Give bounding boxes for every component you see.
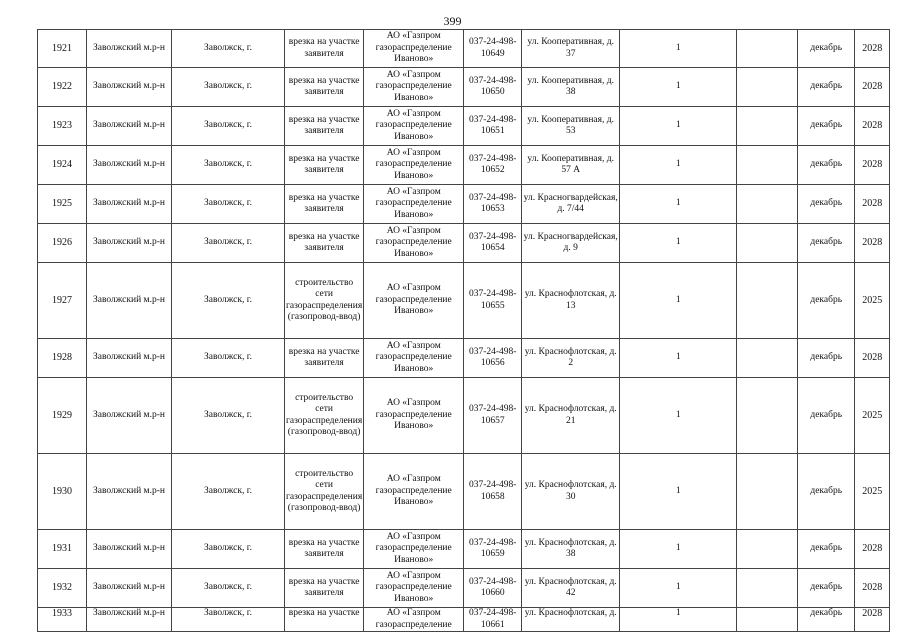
- year-cell: 2025: [855, 263, 890, 339]
- district-cell: Заволжский м.р-н: [87, 608, 172, 632]
- address-cell: ул. Краснофлотская, д. 38: [522, 530, 620, 569]
- row-number: 1933: [38, 608, 87, 632]
- empty-cell: [737, 68, 798, 107]
- district-cell: Заволжский м.р-н: [87, 30, 172, 68]
- table-row: [38, 263, 890, 339]
- locality-cell: Заволжск, г.: [172, 608, 285, 632]
- month-cell: декабрь: [798, 454, 855, 530]
- work-type-cell: строительство сети газораспределения (газопровод-ввод): [285, 454, 364, 530]
- year-cell: 2028: [855, 339, 890, 378]
- registry-code-cell: 037-24-498-10651: [464, 107, 522, 146]
- empty-cell: [737, 146, 798, 185]
- district-cell: Заволжский м.р-н: [87, 224, 172, 263]
- organization-cell: АО «Газпром газораспределение Иваново»: [364, 107, 464, 146]
- organization-cell: АО «Газпром газораспределение Иваново»: [364, 185, 464, 224]
- quantity-cell: 1: [620, 263, 737, 339]
- quantity-cell: 1: [620, 107, 737, 146]
- quantity-cell: 1: [620, 530, 737, 569]
- row-number: 1931: [38, 530, 87, 569]
- quantity-cell: 1: [620, 146, 737, 185]
- quantity-cell: 1: [620, 454, 737, 530]
- organization-cell: АО «Газпром газораспределение Иваново»: [364, 569, 464, 608]
- year-cell: 2028: [855, 146, 890, 185]
- district-cell: Заволжский м.р-н: [87, 339, 172, 378]
- address-cell: ул. Красногвардейская, д. 7/44: [522, 185, 620, 224]
- work-type-cell: врезка на участке заявителя: [285, 30, 364, 68]
- empty-cell: [737, 30, 798, 68]
- district-cell: Заволжский м.р-н: [87, 68, 172, 107]
- table-row: [38, 224, 890, 263]
- address-cell: ул. Краснофлотская, д.: [522, 608, 620, 632]
- address-cell: ул. Кооперативная, д. 38: [522, 68, 620, 107]
- month-cell: декабрь: [798, 378, 855, 454]
- row-number: 1922: [38, 68, 87, 107]
- table-row: [38, 454, 890, 530]
- registry-table: [37, 29, 890, 632]
- address-cell: ул. Краснофлотская, д. 13: [522, 263, 620, 339]
- address-cell: ул. Краснофлотская, д. 30: [522, 454, 620, 530]
- locality-cell: Заволжск, г.: [172, 454, 285, 530]
- row-number: 1928: [38, 339, 87, 378]
- page-number: 399: [443, 14, 462, 28]
- month-cell: декабрь: [798, 185, 855, 224]
- work-type-cell: врезка на участке заявителя: [285, 107, 364, 146]
- registry-code-cell: 037-24-498-10656: [464, 339, 522, 378]
- district-cell: Заволжский м.р-н: [87, 530, 172, 569]
- district-cell: Заволжский м.р-н: [87, 454, 172, 530]
- locality-cell: Заволжск, г.: [172, 569, 285, 608]
- organization-cell: АО «Газпром газораспределение Иваново»: [364, 530, 464, 569]
- locality-cell: Заволжск, г.: [172, 224, 285, 263]
- locality-cell: Заволжск, г.: [172, 263, 285, 339]
- month-cell: декабрь: [798, 224, 855, 263]
- registry-code-cell: 037-24-498-10654: [464, 224, 522, 263]
- year-cell: 2028: [855, 107, 890, 146]
- registry-code-cell: 037-24-498-10655: [464, 263, 522, 339]
- organization-cell: АО «Газпром газораспределение Иваново»: [364, 68, 464, 107]
- month-cell: декабрь: [798, 107, 855, 146]
- month-cell: декабрь: [798, 569, 855, 608]
- table-row: [38, 107, 890, 146]
- table-row: [38, 608, 890, 632]
- locality-cell: Заволжск, г.: [172, 30, 285, 68]
- registry-code-cell: 037-24-498-10658: [464, 454, 522, 530]
- work-type-cell: врезка на участке: [285, 608, 364, 632]
- month-cell: декабрь: [798, 530, 855, 569]
- table-row: [38, 68, 890, 107]
- work-type-cell: врезка на участке заявителя: [285, 224, 364, 263]
- row-number: 1926: [38, 224, 87, 263]
- year-cell: 2025: [855, 454, 890, 530]
- organization-cell: АО «Газпром газораспределение Иваново»: [364, 224, 464, 263]
- table-row: [38, 30, 890, 68]
- work-type-cell: врезка на участке заявителя: [285, 339, 364, 378]
- quantity-cell: 1: [620, 68, 737, 107]
- registry-code-cell: 037-24-498-10653: [464, 185, 522, 224]
- registry-code-cell: 037-24-498-10649: [464, 30, 522, 68]
- quantity-cell: 1: [620, 185, 737, 224]
- table-row: [38, 569, 890, 608]
- month-cell: декабрь: [798, 608, 855, 632]
- address-cell: ул. Кооперативная, д. 37: [522, 30, 620, 68]
- registry-code-cell: 037-24-498-10659: [464, 530, 522, 569]
- locality-cell: Заволжск, г.: [172, 107, 285, 146]
- district-cell: Заволжский м.р-н: [87, 569, 172, 608]
- row-number: 1921: [38, 30, 87, 68]
- row-number: 1925: [38, 185, 87, 224]
- quantity-cell: 1: [620, 30, 737, 68]
- year-cell: 2028: [855, 68, 890, 107]
- row-number: 1924: [38, 146, 87, 185]
- organization-cell: АО «Газпром газораспределение Иваново»: [364, 378, 464, 454]
- organization-cell: АО «Газпром газораспределение: [364, 608, 464, 632]
- empty-cell: [737, 378, 798, 454]
- table-row: [38, 146, 890, 185]
- row-number: 1929: [38, 378, 87, 454]
- registry-code-cell: 037-24-498-10652: [464, 146, 522, 185]
- work-type-cell: врезка на участке заявителя: [285, 68, 364, 107]
- year-cell: 2025: [855, 378, 890, 454]
- empty-cell: [737, 530, 798, 569]
- address-cell: ул. Кооперативная, д. 53: [522, 107, 620, 146]
- work-type-cell: врезка на участке заявителя: [285, 146, 364, 185]
- empty-cell: [737, 263, 798, 339]
- registry-code-cell: 037-24-498-10660: [464, 569, 522, 608]
- registry-code-cell: 037-24-498-10657: [464, 378, 522, 454]
- month-cell: декабрь: [798, 30, 855, 68]
- organization-cell: АО «Газпром газораспределение Иваново»: [364, 339, 464, 378]
- empty-cell: [737, 454, 798, 530]
- row-number: 1932: [38, 569, 87, 608]
- address-cell: ул. Краснофлотская, д. 42: [522, 569, 620, 608]
- quantity-cell: 1: [620, 339, 737, 378]
- year-cell: 2028: [855, 30, 890, 68]
- empty-cell: [737, 185, 798, 224]
- work-type-cell: врезка на участке заявителя: [285, 569, 364, 608]
- address-cell: ул. Кооперативная, д. 57 А: [522, 146, 620, 185]
- organization-cell: АО «Газпром газораспределение Иваново»: [364, 263, 464, 339]
- year-cell: 2028: [855, 569, 890, 608]
- row-number: 1927: [38, 263, 87, 339]
- year-cell: 2028: [855, 224, 890, 263]
- address-cell: ул. Краснофлотская, д. 2: [522, 339, 620, 378]
- work-type-cell: врезка на участке заявителя: [285, 530, 364, 569]
- quantity-cell: 1: [620, 569, 737, 608]
- quantity-cell: 1: [620, 224, 737, 263]
- district-cell: Заволжский м.р-н: [87, 263, 172, 339]
- quantity-cell: 1: [620, 608, 737, 632]
- district-cell: Заволжский м.р-н: [87, 146, 172, 185]
- locality-cell: Заволжск, г.: [172, 530, 285, 569]
- organization-cell: АО «Газпром газораспределение Иваново»: [364, 30, 464, 68]
- month-cell: декабрь: [798, 339, 855, 378]
- month-cell: декабрь: [798, 263, 855, 339]
- work-type-cell: строительство сети газораспределения (газопровод-ввод): [285, 263, 364, 339]
- empty-cell: [737, 107, 798, 146]
- table-row: [38, 378, 890, 454]
- empty-cell: [737, 608, 798, 632]
- year-cell: 2028: [855, 530, 890, 569]
- locality-cell: Заволжск, г.: [172, 378, 285, 454]
- empty-cell: [737, 339, 798, 378]
- quantity-cell: 1: [620, 378, 737, 454]
- table-row: [38, 530, 890, 569]
- address-cell: ул. Краснофлотская, д. 21: [522, 378, 620, 454]
- district-cell: Заволжский м.р-н: [87, 107, 172, 146]
- row-number: 1930: [38, 454, 87, 530]
- locality-cell: Заволжск, г.: [172, 339, 285, 378]
- organization-cell: АО «Газпром газораспределение Иваново»: [364, 146, 464, 185]
- month-cell: декабрь: [798, 68, 855, 107]
- month-cell: декабрь: [798, 146, 855, 185]
- table-row: [38, 185, 890, 224]
- address-cell: ул. Красногвардейская, д. 9: [522, 224, 620, 263]
- row-number: 1923: [38, 107, 87, 146]
- locality-cell: Заволжск, г.: [172, 146, 285, 185]
- district-cell: Заволжский м.р-н: [87, 185, 172, 224]
- locality-cell: Заволжск, г.: [172, 185, 285, 224]
- year-cell: 2028: [855, 608, 890, 632]
- organization-cell: АО «Газпром газораспределение Иваново»: [364, 454, 464, 530]
- registry-code-cell: 037-24-498-10650: [464, 68, 522, 107]
- work-type-cell: строительство сети газораспределения (газопровод-ввод): [285, 378, 364, 454]
- table-row: [38, 339, 890, 378]
- empty-cell: [737, 569, 798, 608]
- work-type-cell: врезка на участке заявителя: [285, 185, 364, 224]
- locality-cell: Заволжск, г.: [172, 68, 285, 107]
- empty-cell: [737, 224, 798, 263]
- year-cell: 2028: [855, 185, 890, 224]
- registry-code-cell: 037-24-498-10661: [464, 608, 522, 632]
- district-cell: Заволжский м.р-н: [87, 378, 172, 454]
